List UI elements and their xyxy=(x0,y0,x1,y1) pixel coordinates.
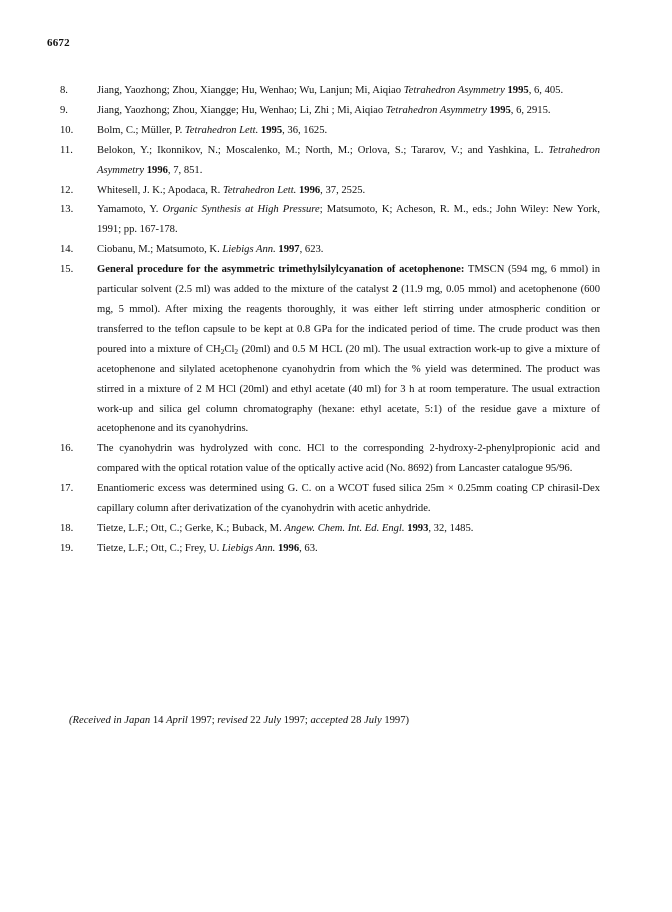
text-run: , 63. xyxy=(299,542,318,554)
reference-text xyxy=(97,200,600,240)
text-run: April xyxy=(166,715,188,726)
text-run: Tietze, L.F.; Ott, C.; Frey, U. xyxy=(97,542,222,554)
text-run: , 7, 851. xyxy=(167,164,203,176)
text-run: (20ml) and 0.5 M HCL (20 ml). The usual extraction work-up to give a mixture of acetophenone and silylated acetophenone cyanohydrin from which the % yield was determined. The product was stirred in a mixture of 2 M HCl (20ml) and ethyl acetate (40 ml) for 3 h at room temperature. The usual extraction work-up and silica gel column chromatography (hexane: ethyl acetate, 5:1) of the residue gave a mixture of acetophenone and its cyanohydrins. xyxy=(97,343,600,435)
reference-item xyxy=(60,81,600,101)
reference-text xyxy=(97,101,600,121)
text-run: Tetrahedron Lett. xyxy=(222,184,297,196)
reference-item xyxy=(60,181,600,201)
reference-item xyxy=(60,121,600,141)
text-run: , 32, 1485. xyxy=(428,522,474,534)
reference-item xyxy=(60,519,600,539)
reference-number: 15. xyxy=(60,264,74,276)
text-run: Enantiomeric excess was determined using G. C. on a WCOT fused silica 25m × 0.25mm coating CP chirasil-Dex capillary column after derivatization of the cyanohydrin with acetic anhydride. xyxy=(97,483,600,515)
text-run: 2 xyxy=(234,346,239,356)
text-run: Tetrahedron Lett. xyxy=(184,124,259,136)
reference-number: 19. xyxy=(60,542,74,554)
reference-text xyxy=(97,141,600,181)
reference-text xyxy=(97,260,600,439)
text-run: 1996 xyxy=(277,542,300,554)
reference-number: 8. xyxy=(60,85,68,96)
text-run: Jiang, Yaozhong; Zhou, Xiangge; Hu, Wenhao; Wu, Lanjun; Mi, Aiqiao xyxy=(97,85,404,96)
reference-item xyxy=(60,439,600,479)
text-run: Ciobanu, M.; Matsumoto, K. xyxy=(97,244,223,256)
reference-text xyxy=(97,121,600,141)
reference-number: 13. xyxy=(60,204,74,216)
text-run: , 6, 2915. xyxy=(510,104,551,116)
reference-item xyxy=(60,479,600,519)
text-run: 1997; xyxy=(281,715,311,726)
text-run: 2 xyxy=(392,284,398,296)
reference-item xyxy=(60,200,600,240)
text-run: Belokon, Y.; Ikonnikov, N.; Moscalenko, M.; North, M.; Orlova, S.; Tararov, V.; and Yashkina, L. xyxy=(97,144,549,156)
text-run: 2 xyxy=(220,346,225,356)
text-run: , 6, 405. xyxy=(528,85,564,96)
text-run: Whitesell, J. K.; Apodaca, R. xyxy=(97,184,223,196)
reference-number: 18. xyxy=(60,522,74,534)
text-run: July xyxy=(364,715,382,726)
text-run: 28 xyxy=(348,715,365,726)
reference-number: 11. xyxy=(60,144,73,156)
reference-number: 14. xyxy=(60,244,74,256)
text-run: , 36, 1625. xyxy=(282,124,328,136)
text-run: 1996 xyxy=(146,164,168,176)
reference-text xyxy=(97,81,600,101)
text-run: 1997 xyxy=(278,244,300,256)
text-run: 1993 xyxy=(407,522,429,534)
text-run: Bolm, C.; Müller, P. xyxy=(97,124,185,136)
text-run: July xyxy=(263,715,282,726)
text-run: Liebigs Ann. xyxy=(222,244,276,256)
text-run: 1995 xyxy=(489,104,511,116)
text-run: accepted xyxy=(310,715,349,726)
text-run: 14 xyxy=(150,715,167,726)
text-run: , 37, 2525. xyxy=(320,184,366,196)
text-run: , 623. xyxy=(299,244,324,256)
text-run: revised xyxy=(217,715,248,726)
text-run: Jiang, Yaozhong; Zhou, Xiangge; Hu, Wenhao; Li, Zhi ; Mi, Aiqiao xyxy=(97,104,386,116)
text-run: 1995 xyxy=(507,85,529,96)
text-run: 1997) xyxy=(381,715,410,726)
text-run: 1995 xyxy=(260,124,283,136)
text-run: Yamamoto, Y. xyxy=(97,204,163,216)
text-run: Organic Synthesis at High Pressure xyxy=(162,204,320,216)
text-run: 1997; xyxy=(187,715,218,726)
reference-item xyxy=(60,539,600,559)
text-run: Tetrahedron Asymmetry xyxy=(97,144,600,176)
reference-number: 17. xyxy=(60,483,74,495)
reference-text xyxy=(97,240,600,260)
text-run: (Received in Japan xyxy=(69,715,151,726)
reference-item xyxy=(60,141,600,181)
reference-number: 9. xyxy=(60,104,68,116)
text-run: 1996 xyxy=(298,184,321,196)
reference-text xyxy=(97,439,600,479)
reference-text xyxy=(97,539,600,559)
reference-text xyxy=(97,181,600,201)
reference-text xyxy=(97,479,600,519)
text-run: (11.9 mg, 0.05 mmol) and acetophenone (600 mg, 5 mmol). After mixing the reagents thoroughly, it was either left stirring under atmospheric condition or transferred to the teflon capsule to be kept at 0.8 GPa for the indicated period of time. The crude product was then poured into a mixture of CH xyxy=(97,284,600,355)
received-dates xyxy=(69,715,409,726)
text-run: Cl xyxy=(224,343,235,355)
text-run: Liebigs Ann. xyxy=(221,542,276,554)
reference-item xyxy=(60,260,600,439)
text-run: TMSCN (594 mg, 6 mmol) in particular solvent (2.5 ml) was added to the mixture of the catalyst xyxy=(97,264,601,296)
reference-number: 12. xyxy=(60,184,74,196)
text-run: Tetrahedron Asymmetry xyxy=(385,104,487,116)
text-run: The cyanohydrin was hydrolyzed with conc. HCl to the corresponding 2-hydroxy-2-phenylpropionic acid and compared with the optical rotation value of the optically active acid (No. 8692) from Lancaster catalogue 95/96. xyxy=(97,443,600,475)
page-number: 6672 xyxy=(47,37,70,49)
reference-item xyxy=(60,240,600,260)
text-run: ; Matsumoto, K; Acheson, R. M., eds.; John Wiley: New York, 1991; pp. 167-178. xyxy=(97,204,600,236)
text-run: General procedure for the asymmetric trimethylsilylcyanation of acetophenone: xyxy=(97,264,465,276)
reference-text xyxy=(97,519,600,539)
text-run: Tetrahedron Asymmetry xyxy=(403,85,505,96)
text-run: Tietze, L.F.; Ott, C.; Gerke, K.; Buback, M. xyxy=(97,522,285,534)
text-run: Angew. Chem. Int. Ed. Engl. xyxy=(284,522,405,534)
reference-item xyxy=(60,101,600,121)
reference-number: 16. xyxy=(60,443,74,455)
text-run: 22 xyxy=(247,715,264,726)
reference-number: 10. xyxy=(60,124,74,136)
references-list xyxy=(60,81,600,559)
